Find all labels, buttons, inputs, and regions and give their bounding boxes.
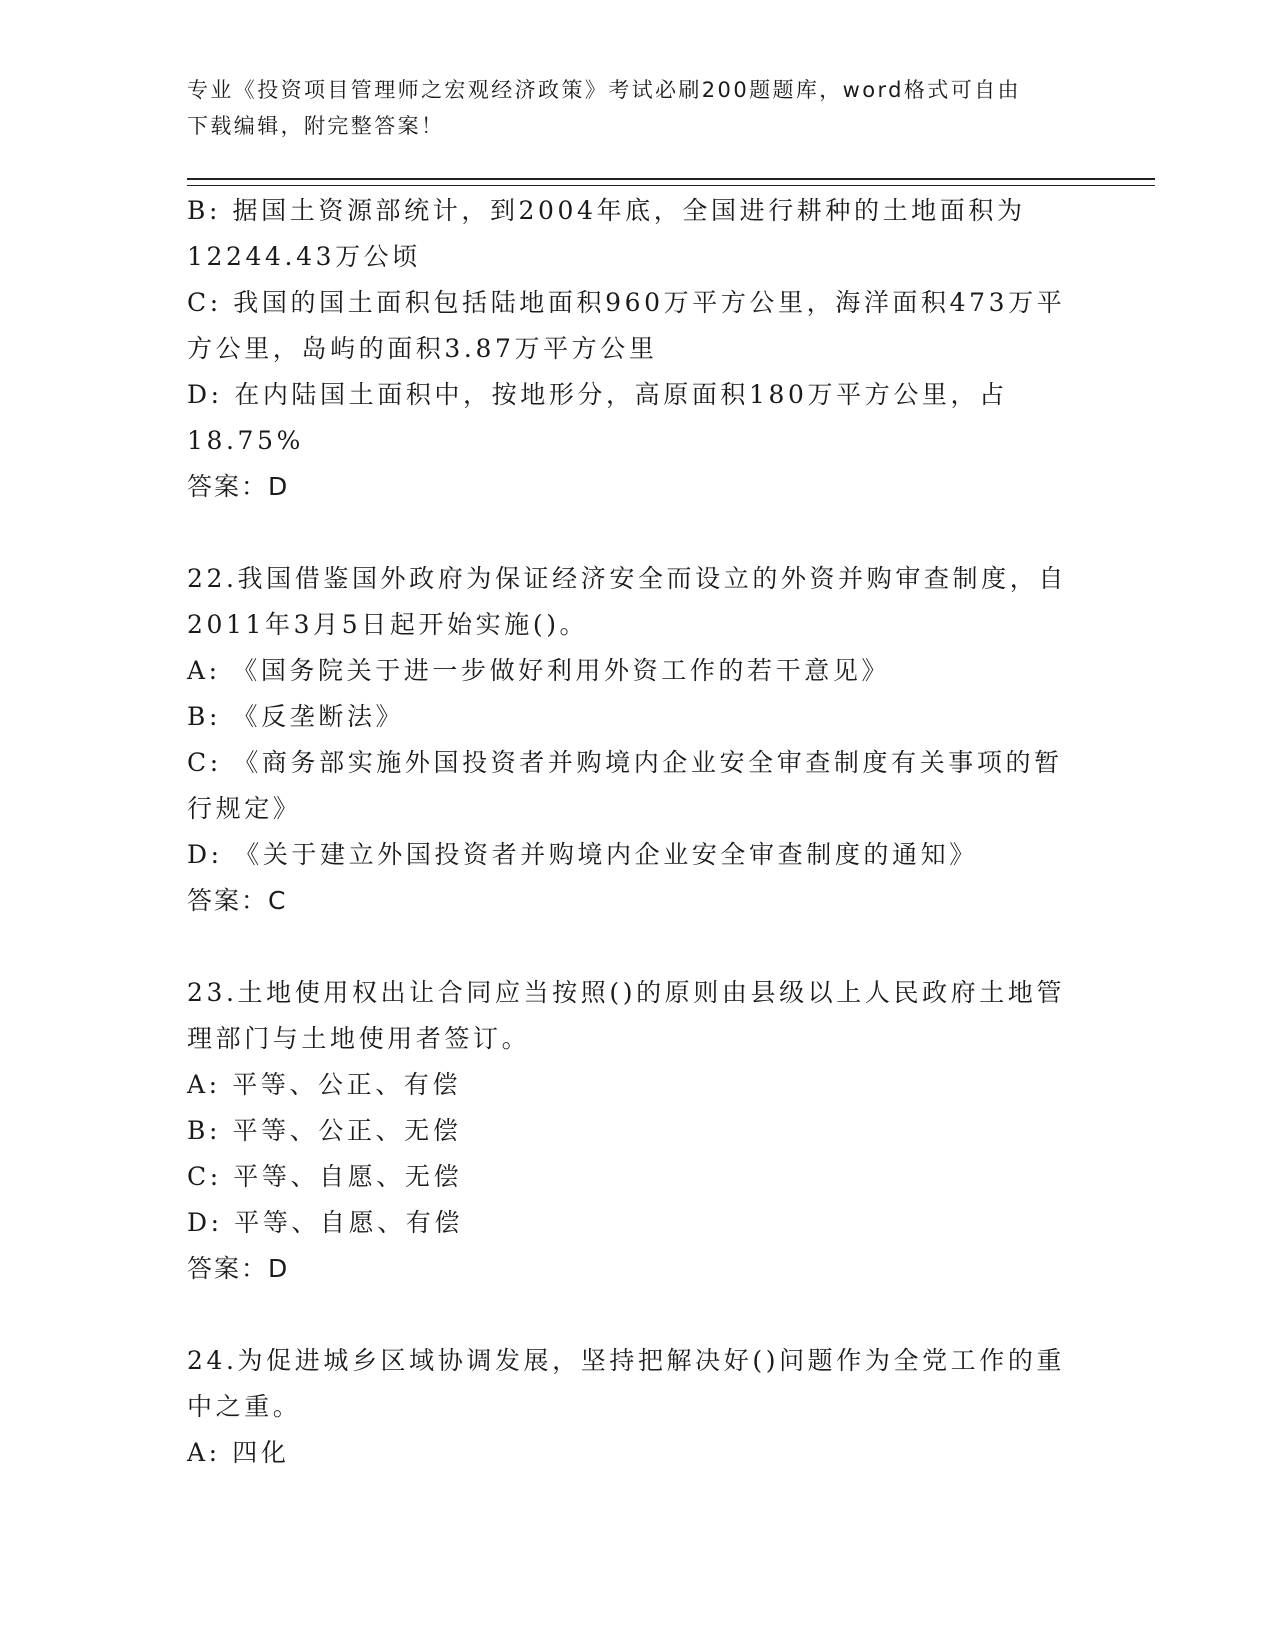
q22-option-c-line-1: C: 《商务部实施外国投资者并购境内企业安全审查制度有关事项的暂 (187, 748, 1063, 777)
q23-option-c: C: 平等、自愿、无偿 (187, 1162, 463, 1191)
q22-option-d: D: 《关于建立外国投资者并购境内企业安全审查制度的通知》 (187, 840, 978, 869)
question-23 (187, 970, 1087, 1292)
header-line-2: 下载编辑，附完整答案！ (187, 114, 445, 138)
q22-option-a: A: 《国务院关于进一步做好利用外资工作的若干意见》 (187, 656, 891, 685)
q21-option-c-line-2: 方公里，岛屿的面积3.87万平方公里 (187, 334, 658, 363)
spacer (187, 1292, 1087, 1338)
q21-option-c-line-1: C: 我国的国土面积包括陆地面积960万平方公里，海洋面积473万平 (187, 288, 1066, 317)
spacer (187, 924, 1087, 970)
header-line-1: 专业《投资项目管理师之宏观经济政策》考试必刷200题题库，word格式可自由 (187, 78, 1021, 102)
q23-answer: 答案：D (187, 1254, 290, 1283)
question-24 (187, 1338, 1087, 1476)
document-header (187, 72, 1067, 144)
q22-answer: 答案：C (187, 886, 288, 915)
q22-option-c-line-2: 行规定》 (187, 794, 302, 823)
header-divider-thin (187, 185, 1155, 186)
q21-option-b-line-2: 12244.43万公顷 (187, 242, 421, 271)
q21-option-d-line-2: 18.75% (187, 426, 304, 455)
question-22 (187, 556, 1087, 924)
q24-stem-line-1: 24.为促进城乡区域协调发展，坚持把解决好()问题作为全党工作的重 (187, 1346, 1066, 1375)
q21-option-d-line-1: D: 在内陆国土面积中，按地形分，高原面积180万平方公里，占 (187, 380, 1008, 409)
header-divider-thick (187, 178, 1155, 180)
q24-stem-line-2: 中之重。 (187, 1392, 302, 1421)
question-21 (187, 188, 1087, 510)
question-content (187, 188, 1087, 1476)
q24-option-a: A: 四化 (187, 1438, 290, 1467)
spacer (187, 510, 1087, 556)
q23-option-d: D: 平等、自愿、有偿 (187, 1208, 464, 1237)
q22-stem-line-1: 22.我国借鉴国外政府为保证经济安全而设立的外资并购审查制度，自 (187, 564, 1067, 593)
q23-option-b: B: 平等、公正、无偿 (187, 1116, 462, 1145)
q21-answer: 答案：D (187, 472, 290, 501)
q22-stem-line-2: 2011年3月5日起开始实施()。 (187, 610, 589, 639)
q21-option-b-line-1: B: 据国土资源部统计，到2004年底，全国进行耕种的土地面积为 (187, 196, 1026, 225)
q23-option-a: A: 平等、公正、有偿 (187, 1070, 462, 1099)
q22-option-b: B: 《反垄断法》 (187, 702, 405, 731)
q23-stem-line-1: 23.土地使用权出让合同应当按照()的原则由县级以上人民政府土地管 (187, 978, 1066, 1007)
q23-stem-line-2: 理部门与土地使用者签订。 (187, 1024, 531, 1053)
